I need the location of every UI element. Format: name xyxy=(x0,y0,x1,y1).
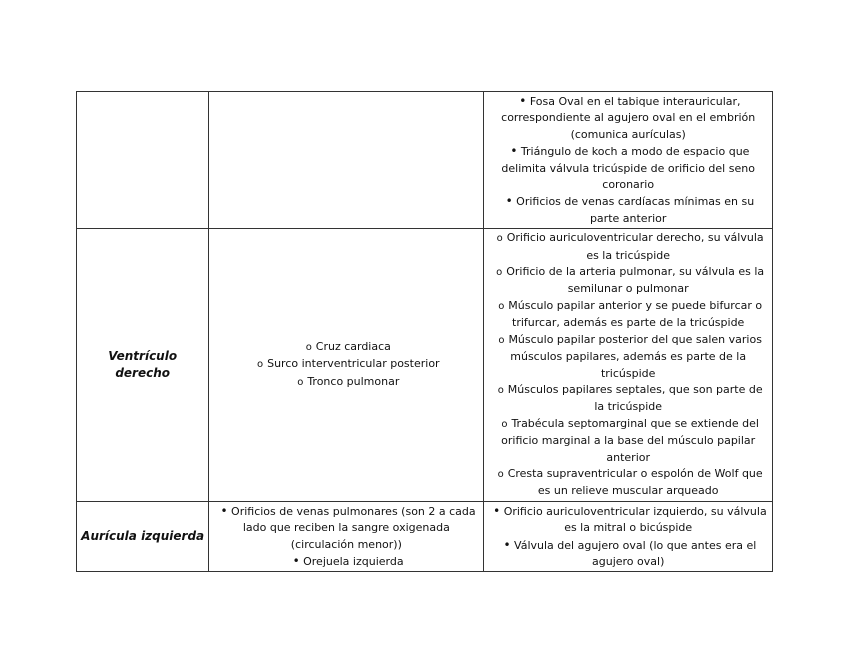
row-label-cell xyxy=(77,229,209,502)
row-label: Aurícula izquierda xyxy=(81,528,205,543)
list-item-text: Músculo papilar anterior y se puede bifurcar o trifurcar, además es parte de la tricúspide xyxy=(508,298,763,330)
list-item-text: Orificios de venas pulmonares (son 2 a cada lado que reciben la sangre oxigenada (circulación menor)) xyxy=(231,504,476,551)
circle-bullet-icon xyxy=(293,374,307,391)
list-item xyxy=(488,264,768,298)
list-item-text: Orificio auriculoventricular derecho, su válvula es la tricúspide xyxy=(506,231,764,262)
row-label-cell xyxy=(77,501,209,572)
structures-cell xyxy=(484,229,773,502)
list-item xyxy=(488,143,768,193)
list-item xyxy=(488,503,768,537)
bullet-icon xyxy=(289,553,303,570)
features-cell xyxy=(209,501,484,572)
list-item xyxy=(488,332,768,382)
list-item-text: Tronco pulmonar xyxy=(307,374,400,388)
table-row xyxy=(77,501,773,572)
features-cell xyxy=(209,229,484,502)
bullet-icon xyxy=(490,503,504,520)
list-item-text: Músculo papilar posterior del que salen varios músculos papilares, además es parte de la tricúspide xyxy=(508,332,762,380)
structures-cell xyxy=(484,92,773,229)
list-item xyxy=(488,382,768,416)
circle-bullet-icon xyxy=(492,264,506,281)
list-item-text: Orejuela izquierda xyxy=(303,554,404,568)
list-item xyxy=(488,537,768,571)
list-item xyxy=(213,503,479,553)
list-item xyxy=(488,93,768,143)
features-cell xyxy=(209,92,484,229)
circle-bullet-icon xyxy=(494,298,508,315)
list-item xyxy=(213,553,479,570)
circle-bullet-icon xyxy=(302,339,316,356)
list-item xyxy=(488,193,768,227)
row-label: Ventrículo derecho xyxy=(108,348,178,380)
table-row xyxy=(77,92,773,229)
list-item xyxy=(213,339,479,356)
list-item-text: Orificios de venas cardíacas mínimas en su parte anterior xyxy=(516,195,755,225)
table-row xyxy=(77,229,773,502)
bullet-icon xyxy=(500,537,514,554)
circle-bullet-icon xyxy=(253,356,267,373)
list-item-text: Válvula del agujero oval (lo que antes era el agujero oval) xyxy=(514,538,757,568)
list-item-text: Surco interventricular posterior xyxy=(267,357,440,371)
list-item xyxy=(213,356,479,373)
circle-bullet-icon xyxy=(494,382,508,399)
circle-bullet-icon xyxy=(493,230,507,247)
list-item-text: Fosa Oval en el tabique interauricular, correspondiente al agujero oval en el embrión (comunica aurículas) xyxy=(501,95,756,141)
list-item-text: Orificio auriculoventricular izquierdo, su válvula es la mitral o bicúspide xyxy=(503,504,767,535)
anatomy-table xyxy=(76,91,773,572)
list-item-text: Cresta supraventricular o espolón de Wolf que es un relieve muscular arqueado xyxy=(507,466,763,498)
structures-cell xyxy=(484,501,773,572)
bullet-icon xyxy=(516,93,530,110)
list-item xyxy=(488,466,768,500)
list-item xyxy=(488,416,768,466)
list-item-text: Triángulo de koch a modo de espacio que delimita válvula tricúspide de orificio del seno coronario xyxy=(501,145,755,192)
circle-bullet-icon xyxy=(497,416,511,433)
list-item xyxy=(488,298,768,332)
bullet-icon xyxy=(502,193,516,210)
list-item-text: Cruz cardiaca xyxy=(315,339,391,353)
list-item xyxy=(488,230,768,264)
circle-bullet-icon xyxy=(494,332,508,349)
bullet-icon xyxy=(217,503,231,520)
list-item xyxy=(213,374,479,391)
list-item-text: Músculos papilares septales, que son parte de la tricúspide xyxy=(507,382,763,414)
list-item-text: Trabécula septomarginal que se extiende del orificio marginal a la base del músculo papilar anterior xyxy=(501,416,759,464)
row-label-cell xyxy=(77,92,209,229)
circle-bullet-icon xyxy=(494,466,508,483)
bullet-icon xyxy=(507,143,521,160)
list-item-text: Orificio de la arteria pulmonar, su válvula es la semilunar o pulmonar xyxy=(506,265,765,296)
